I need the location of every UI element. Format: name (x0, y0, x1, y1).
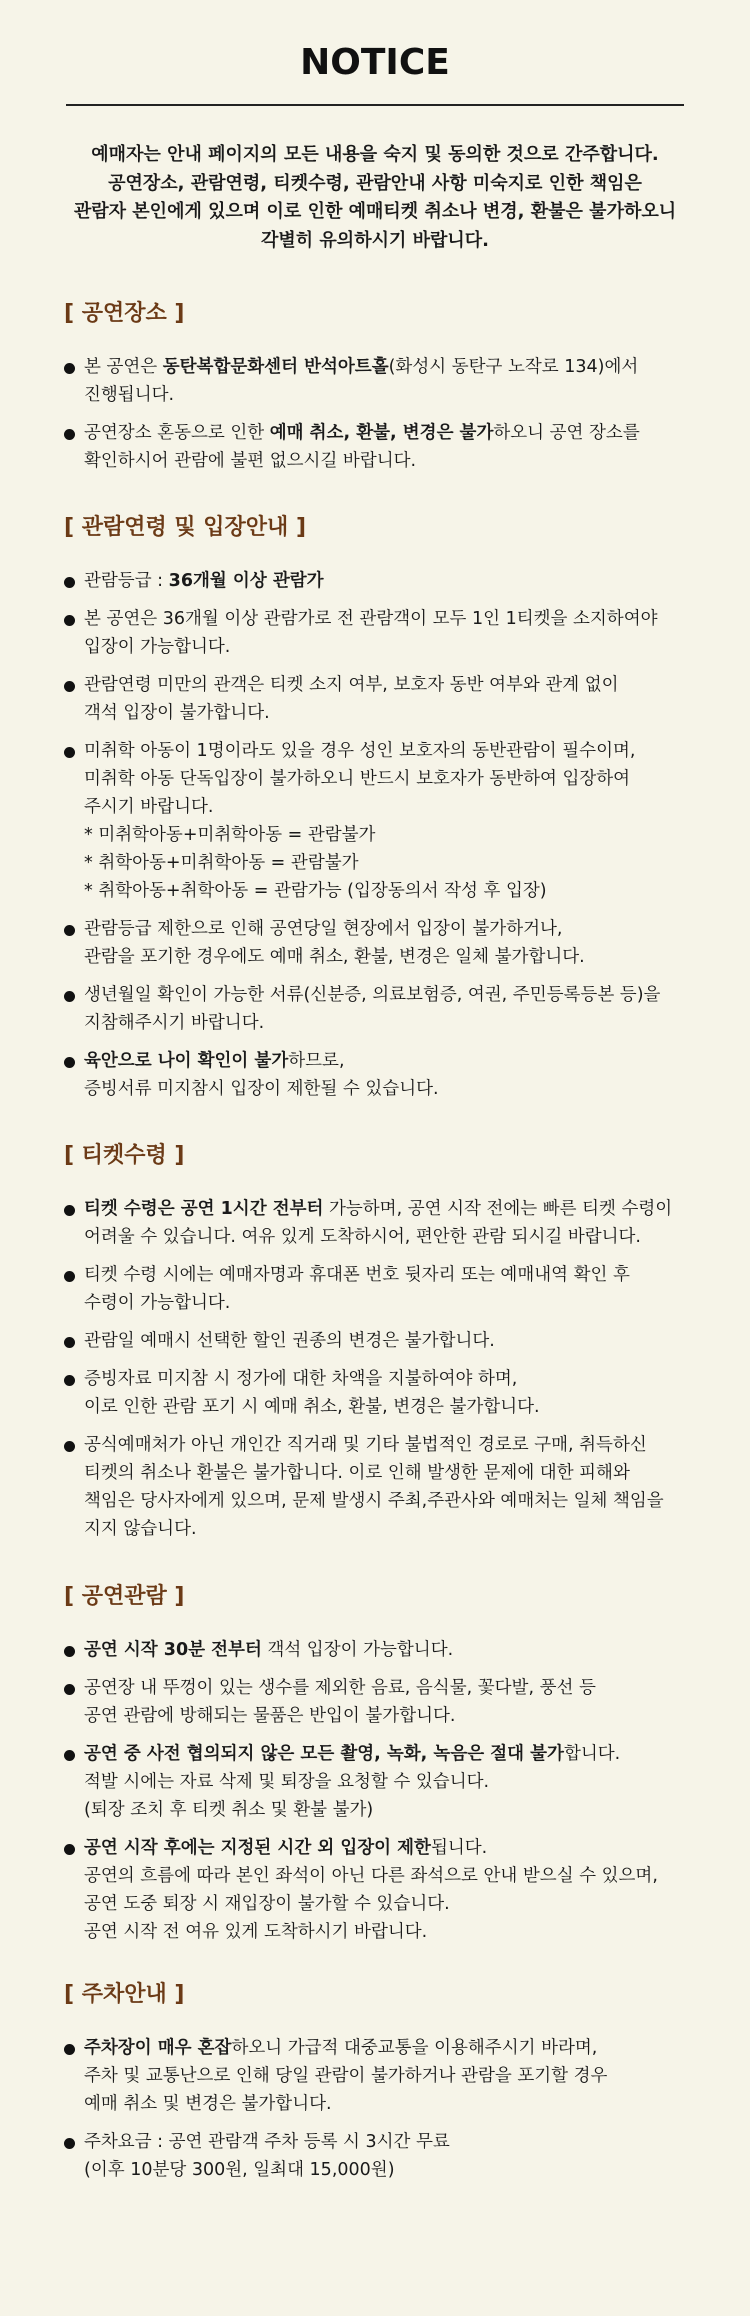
notice-item (64, 1047, 704, 1103)
bullet-icon (64, 2044, 75, 2055)
notice-text: 주시기 바랍니다. (84, 797, 214, 817)
notice-list (64, 353, 704, 475)
bullet-icon (64, 363, 75, 374)
notice-text: * 취학아동+미취학아동 = 관람불가 (84, 853, 359, 873)
intro-notice (0, 141, 750, 255)
notice-line (84, 1740, 704, 1768)
notice-line (84, 1223, 704, 1251)
title-divider (66, 104, 684, 106)
bullet-icon (64, 1684, 75, 1695)
notice-line (84, 699, 704, 727)
notice-item (64, 2128, 704, 2184)
notice-line (84, 1365, 704, 1393)
notice-text: (화성시 동탄구 노작로 134)에서 (388, 357, 639, 377)
bullet-icon (64, 1844, 75, 1855)
notice-item (64, 567, 704, 595)
notice-line (84, 1918, 704, 1946)
notice-line (84, 821, 704, 849)
bullet-icon (64, 615, 75, 626)
bullet-icon (64, 681, 75, 692)
notice-line (84, 419, 704, 447)
notice-line (84, 1636, 704, 1664)
notice-line (84, 671, 704, 699)
notice-text: 공연장 내 뚜껑이 있는 생수를 제외한 음료, 음식물, 꽃다발, 풍선 등 (84, 1678, 596, 1698)
notice-text: 주차 및 교통난으로 인해 당일 관람이 불가하거나 관람을 포기할 경우 (84, 2066, 608, 2086)
notice-line (84, 447, 704, 475)
notice-line (84, 1796, 704, 1824)
notice-item (64, 671, 704, 727)
notice-text: * 취학아동+취학아동 = 관람가능 (입장동의서 작성 후 입장) (84, 881, 547, 901)
notice-text: 관람등급 : (84, 571, 169, 591)
intro-line: 각별히 유의하시기 바랍니다. (260, 229, 490, 251)
notice-text: 객석 입장이 불가합니다. (84, 703, 270, 723)
notice-line (84, 2090, 704, 2118)
bullet-icon (64, 747, 75, 758)
notice-text: 공식예매처가 아닌 개인간 직거래 및 기타 불법적인 경로로 구매, 취득하신 (84, 1435, 647, 1455)
section-age-admission (64, 511, 704, 1113)
notice-text: 공연장소 혼동으로 인한 (84, 423, 270, 443)
notice-line (84, 1890, 704, 1918)
notice-list (64, 1195, 704, 1543)
notice-line (84, 605, 704, 633)
notice-line (84, 1327, 704, 1355)
section-title: [ 주차안내 ] (64, 1982, 185, 2007)
notice-line (84, 2128, 704, 2156)
notice-text: 미취학 아동 단독입장이 불가하오니 반드시 보호자가 동반하여 입장하여 (84, 769, 631, 789)
notice-line (84, 765, 704, 793)
notice-list (64, 2034, 704, 2184)
bullet-icon (64, 1271, 75, 1282)
notice-line (84, 1862, 704, 1890)
emphasis-text: 티켓 수령은 공연 1시간 전부터 (84, 1199, 324, 1219)
notice-line (84, 1261, 704, 1289)
section-parking (64, 1978, 704, 2194)
notice-line (84, 1834, 704, 1862)
emphasis-text: 공연 시작 후에는 지정된 시간 외 입장이 제한 (84, 1838, 431, 1858)
intro-line: 예매자는 안내 페이지의 모든 내용을 숙지 및 동의한 것으로 간주합니다. (91, 144, 659, 165)
notice-line (84, 2034, 704, 2062)
notice-text: 본 공연은 36개월 이상 관람가로 전 관람객이 모두 1인 1티켓을 소지하여야 (84, 609, 658, 629)
notice-line (84, 1047, 704, 1075)
notice-line (84, 1075, 704, 1103)
section-performance-viewing (64, 1580, 704, 1956)
notice-line (84, 1702, 704, 1730)
notice-line (84, 353, 704, 381)
page-title: NOTICE (300, 42, 450, 83)
notice-line (84, 1289, 704, 1317)
notice-line (84, 1431, 704, 1459)
bullet-icon (64, 1057, 75, 1068)
bullet-icon (64, 991, 75, 1002)
notice-item (64, 1740, 704, 1824)
bullet-icon (64, 1441, 75, 1452)
notice-text: 적발 시에는 자료 삭제 및 퇴장을 요청할 수 있습니다. (84, 1772, 490, 1792)
section-title: [ 티켓수령 ] (64, 1143, 185, 1168)
notice-text: 객석 입장이 가능합니다. (261, 1640, 454, 1660)
notice-text: 지지 않습니다. (84, 1519, 197, 1539)
notice-text: 주차요금 : 공연 관람객 주차 등록 시 3시간 무료 (84, 2132, 450, 2152)
section-title: [ 관람연령 및 입장안내 ] (64, 515, 307, 540)
notice-text: 예매 취소 및 변경은 불가합니다. (84, 2094, 332, 2114)
notice-item (64, 1261, 704, 1317)
bullet-icon (64, 925, 75, 936)
notice-line (84, 1195, 704, 1223)
notice-text: 관람등급 제한으로 인해 공연당일 현장에서 입장이 불가하거나, (84, 919, 563, 939)
emphasis-text: 공연 시작 30분 전부터 (84, 1640, 262, 1660)
notice-item (64, 1365, 704, 1421)
notice-item (64, 1327, 704, 1355)
notice-text: 관람을 포기한 경우에도 예매 취소, 환불, 변경은 일체 불가합니다. (84, 947, 585, 967)
notice-text: 본 공연은 (84, 357, 163, 377)
emphasis-text: 동탄복합문화센터 반석아트홀 (162, 357, 389, 377)
bullet-icon (64, 429, 75, 440)
notice-text: 미취학 아동이 1명이라도 있을 경우 성인 보호자의 동반관람이 필수이며, (84, 741, 636, 761)
notice-text: 공연 시작 전 여유 있게 도착하시기 바랍니다. (84, 1922, 428, 1942)
section-ticket-pickup (64, 1139, 704, 1553)
notice-line (84, 567, 704, 595)
intro-line: 관람자 본인에게 있으며 이로 인한 예매티켓 취소나 변경, 환불은 불가하오니 (73, 201, 677, 222)
notice-text: 어려울 수 있습니다. 여유 있게 도착하시어, 편안한 관람 되시길 바랍니다. (84, 1227, 641, 1247)
notice-item (64, 915, 704, 971)
section-venue (64, 297, 704, 485)
notice-text: (퇴장 조치 후 티켓 취소 및 환불 불가) (84, 1800, 374, 1820)
notice-line (84, 981, 704, 1009)
notice-text: 관람연령 미만의 관객은 티켓 소지 여부, 보호자 동반 여부와 관계 없이 (84, 675, 619, 695)
notice-line (84, 849, 704, 877)
notice-text: * 미취학아동+미취학아동 = 관람불가 (84, 825, 376, 845)
notice-item (64, 1636, 704, 1664)
notice-item (64, 419, 704, 475)
bullet-icon (64, 2138, 75, 2149)
notice-text: 이로 인한 관람 포기 시 예매 취소, 환불, 변경은 불가합니다. (84, 1397, 540, 1417)
notice-text: 증빙서류 미지참시 입장이 제한될 수 있습니다. (84, 1079, 439, 1099)
notice-item (64, 2034, 704, 2118)
notice-item (64, 353, 704, 409)
section-title: [ 공연관람 ] (64, 1584, 185, 1609)
notice-text: 공연 도중 퇴장 시 재입장이 불가할 수 있습니다. (84, 1894, 450, 1914)
notice-line (84, 1009, 704, 1037)
notice-line (84, 2156, 704, 2184)
notice-item (64, 981, 704, 1037)
notice-item (64, 605, 704, 661)
emphasis-text: 36개월 이상 관람가 (168, 571, 324, 591)
notice-item (64, 1674, 704, 1730)
notice-text: 합니다. (563, 1744, 621, 1764)
notice-line (84, 1768, 704, 1796)
notice-line (84, 737, 704, 765)
notice-line (84, 1674, 704, 1702)
notice-line (84, 1459, 704, 1487)
notice-item (64, 1195, 704, 1251)
notice-text: 공연의 흐름에 따라 본인 좌석이 아닌 다른 좌석으로 안내 받으실 수 있으며, (84, 1866, 658, 1886)
notice-text: 티켓의 취소나 환불은 불가합니다. 이로 인해 발생한 문제에 대한 피해와 (84, 1463, 630, 1483)
bullet-icon (64, 1375, 75, 1386)
notice-text: 책임은 당사자에게 있으며, 문제 발생시 주최,주관사와 예매처는 일체 책임을 (84, 1491, 664, 1511)
notice-text: 관람일 예매시 선택한 할인 권종의 변경은 불가합니다. (84, 1331, 495, 1351)
notice-list (64, 1636, 704, 1946)
notice-text: 진행됩니다. (84, 385, 175, 405)
bullet-icon (64, 1750, 75, 1761)
notice-text: 공연 관람에 방해되는 물품은 반입이 불가합니다. (84, 1706, 456, 1726)
emphasis-text: 예매 취소, 환불, 변경은 불가 (269, 423, 494, 443)
notice-text: 입장이 가능합니다. (84, 637, 231, 657)
notice-text: 티켓 수령 시에는 예매자명과 휴대폰 번호 뒷자리 또는 예매내역 확인 후 (84, 1265, 630, 1285)
notice-item (64, 1834, 704, 1946)
notice-line (84, 1515, 704, 1543)
notice-text: 하오니 가급적 대중교통을 이용해주시기 바라며, (231, 2038, 598, 2058)
notice-text: (이후 10분당 300원, 일최대 15,000원) (84, 2160, 395, 2180)
notice-text: 생년월일 확인이 가능한 서류(신분증, 의료보험증, 여권, 주민등록등본 등)을 (84, 985, 661, 1005)
intro-line: 공연장소, 관람연령, 티켓수령, 관람안내 사항 미숙지로 인한 책임은 (108, 172, 642, 194)
emphasis-text: 주차장이 매우 혼잡 (84, 2038, 232, 2058)
notice-item (64, 737, 704, 905)
notice-line (84, 1393, 704, 1421)
section-title: [ 공연장소 ] (64, 301, 185, 326)
notice-text: 하오니 공연 장소를 (493, 423, 640, 443)
notice-line (84, 381, 704, 409)
emphasis-text: 공연 중 사전 협의되지 않은 모든 촬영, 녹화, 녹음은 절대 불가 (84, 1744, 564, 1764)
bullet-icon (64, 1337, 75, 1348)
notice-text: 됩니다. (430, 1838, 488, 1858)
notice-text: 증빙자료 미지참 시 정가에 대한 차액을 지불하여야 하며, (84, 1369, 518, 1389)
bullet-icon (64, 1646, 75, 1657)
notice-line (84, 943, 704, 971)
bullet-icon (64, 577, 75, 588)
notice-line (84, 793, 704, 821)
notice-line (84, 915, 704, 943)
bullet-icon (64, 1205, 75, 1216)
notice-text: 가능하며, 공연 시작 전에는 빠른 티켓 수령이 (323, 1199, 673, 1219)
notice-list (64, 567, 704, 1103)
notice-line (84, 633, 704, 661)
notice-line (84, 2062, 704, 2090)
notice-text: 수령이 가능합니다. (84, 1293, 231, 1313)
notice-text: 하므로, (288, 1051, 345, 1071)
notice-text: 지참해주시기 바랍니다. (84, 1013, 265, 1033)
notice-line (84, 877, 704, 905)
notice-line (84, 1487, 704, 1515)
notice-item (64, 1431, 704, 1543)
emphasis-text: 육안으로 나이 확인이 불가 (84, 1051, 289, 1071)
notice-text: 확인하시어 관람에 불편 없으시길 바랍니다. (84, 451, 417, 471)
